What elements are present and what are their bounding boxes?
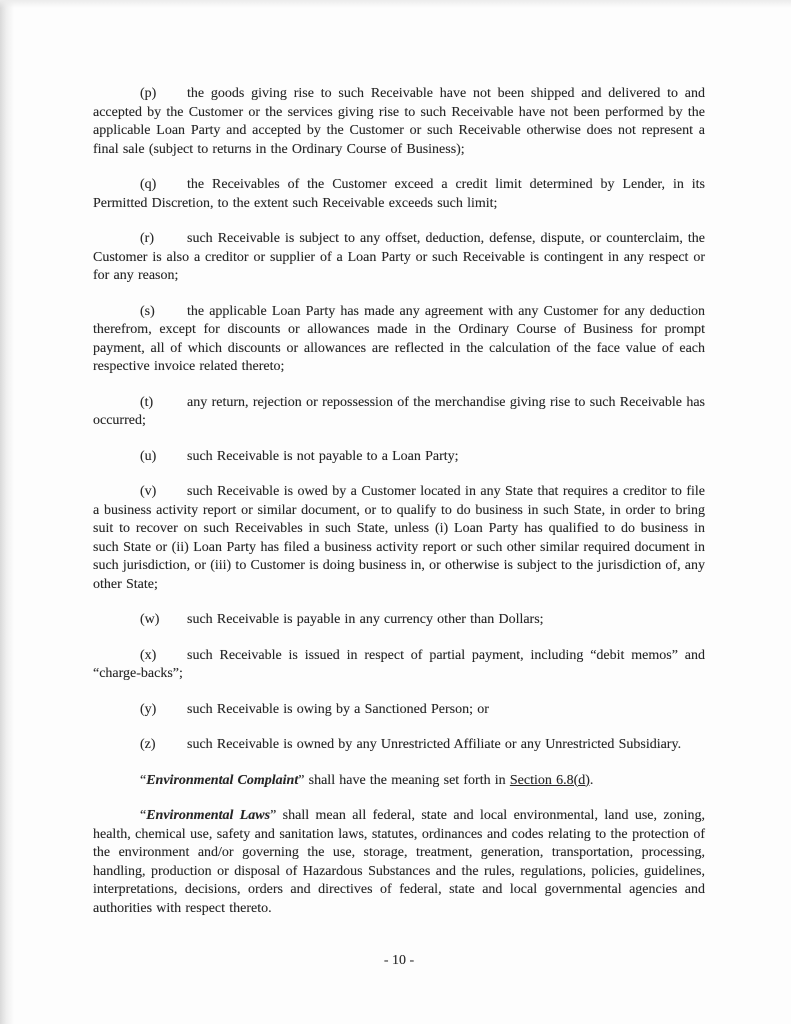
clause-paragraph-q (93, 176, 705, 213)
scan-edge-shadow (0, 0, 14, 1024)
clause-label: (x) (140, 647, 157, 663)
definition-text: ” shall mean all federal, state and local environmental, land use, zoning, health, chemical use, safety and sanitation laws, statutes, ordinances and codes relating to the protection of the environment and/or governing the use, storage, treatment, generation, transportation, processing, handling, production or disposal of Hazardous Substances and the rules, regulations, policies, guidelines, interpretations, decisions, orders and directives of federal, state and local governmental agencies and authorities with respect thereto. (93, 808, 705, 916)
scan-top-shadow (0, 0, 791, 8)
clause-label: (w) (140, 612, 160, 627)
clause-paragraph-y (93, 701, 705, 720)
clause-text: such Receivable is owing by a Sanctioned Person; or (187, 701, 489, 717)
section-reference: Section 6.8(d) (509, 772, 590, 788)
clause-paragraph-v (93, 483, 705, 594)
open-quote: “ (140, 808, 147, 823)
definition-environmental-laws (93, 807, 705, 918)
clause-text: the applicable Loan Party has made any agreement with any Customer for any deduction therefrom, except for discounts or allowances made in the Ordinary Course of Business for prompt payment, all of which discounts or allowances are reflected in the calculation of the face value of each respective invoice related thereto; (93, 303, 705, 374)
clause-text: such Receivable is owned by any Unrestricted Affiliate or any Unrestricted Subsidiary. (187, 737, 682, 752)
page-number: - 10 - (383, 953, 415, 968)
clause-label: (p) (140, 86, 157, 101)
clause-paragraph-z (93, 736, 705, 755)
defined-term: Environmental Complaint (146, 772, 299, 788)
clause-text: such Receivable is subject to any offset, deduction, defense, dispute, or counterclaim, the Customer is also a creditor or supplier of a Loan Party or such Receivable is contingent in any respect or for any reason; (93, 231, 705, 283)
clause-label: (r) (140, 231, 154, 246)
clause-label: (q) (140, 177, 157, 192)
document-body (93, 85, 705, 935)
clause-label: (v) (140, 484, 157, 499)
defined-term: Environmental Laws (146, 808, 271, 823)
clause-paragraph-x (93, 647, 705, 684)
clause-text: the Receivables of the Customer exceed a credit limit determined by Lender, in its Permitted Discretion, to the extent such Receivable exceeds such limit; (93, 177, 705, 211)
definition-text: ” shall have the meaning set forth in (298, 772, 510, 788)
definition-tail: . (589, 772, 594, 788)
clause-paragraph-s (93, 303, 705, 377)
clause-paragraph-u (93, 448, 705, 467)
clause-label: (s) (140, 303, 155, 319)
clause-paragraph-p (93, 85, 705, 159)
open-quote: “ (140, 772, 147, 788)
clause-text: such Receivable is owed by a Customer located in any State that requires a creditor to file a business activity report or similar document, or to qualify to do business in such State, in order to bring suit to recover on such Receivables in such State, unless (i) Loan Party has qualified to do business in such State or (ii) Loan Party has filed a business activity report or such other similar required document in such jurisdiction, or (iii) to Customer is doing business in, or otherwise is subject to the jurisdiction of, any other State; (93, 484, 705, 592)
clause-paragraph-r (93, 230, 705, 286)
clause-text: such Receivable is payable in any currency other than Dollars; (187, 612, 544, 627)
clause-paragraph-w (93, 611, 705, 630)
clause-label: (u) (140, 448, 157, 464)
clause-paragraph-t (93, 394, 705, 431)
clause-label: (y) (140, 701, 157, 717)
clause-text: such Receivable is not payable to a Loan Party; (187, 448, 459, 464)
clause-text: the goods giving rise to such Receivable have not been shipped and delivered to and accepted by the Customer or the services giving rise to such Receivable have not been performed by the applicable Loan Party and accepted by the Customer or such Receivable otherwise does not represent a final sale (subject to returns in the Ordinary Course of Business); (93, 86, 705, 157)
clause-label: (t) (140, 394, 154, 410)
clause-label: (z) (140, 737, 156, 752)
definition-environmental-complaint (93, 772, 705, 791)
clause-text: such Receivable is issued in respect of partial payment, including “debit memos” and “charge-backs”; (93, 647, 705, 681)
clause-text: any return, rejection or repossession of the merchandise giving rise to such Receivable has occurred; (93, 394, 705, 428)
